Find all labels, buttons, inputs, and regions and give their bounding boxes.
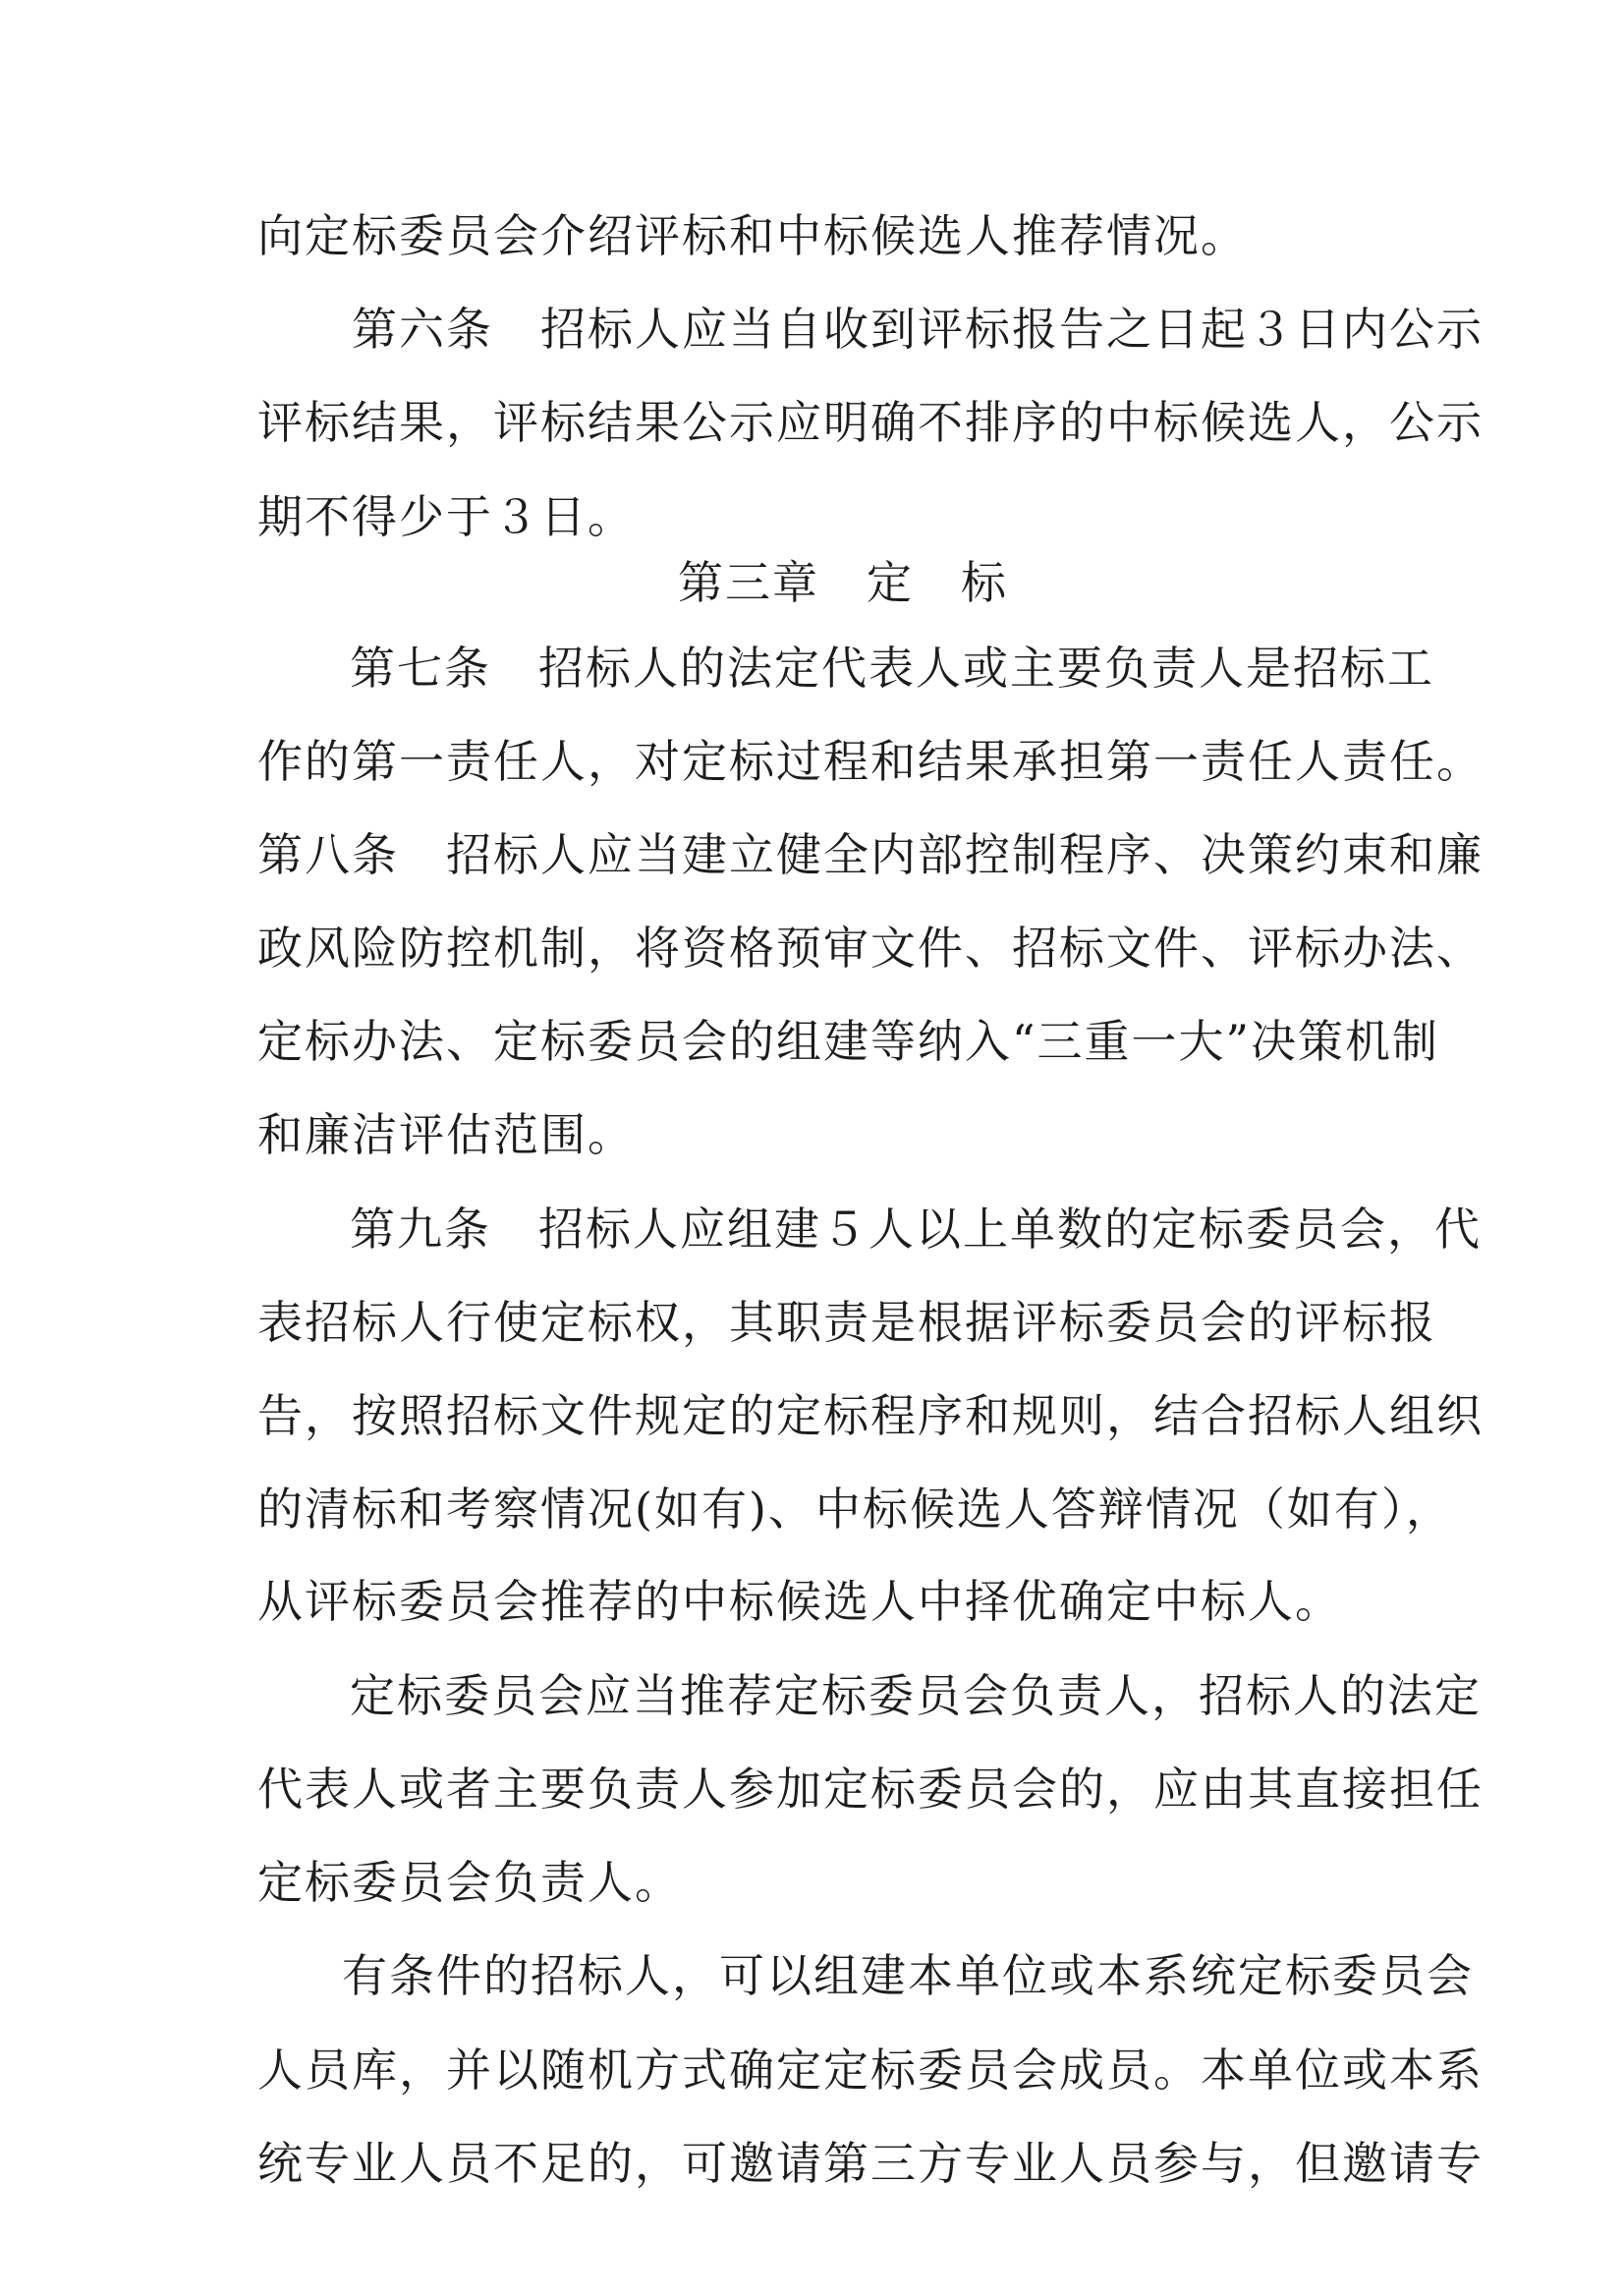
text-line: 的清标和考察情况(如有)、中标候选人答辩情况（如有），	[257, 1483, 1453, 1536]
text-line: 向定标委员会介绍评标和中标候选人推荐情况。	[257, 209, 1248, 262]
chapter-3-heading: 第三章 定 标	[678, 556, 1008, 609]
text-line: 表招标人行使定标权，其职责是根据评标委员会的评标报	[257, 1296, 1436, 1349]
text-line: 定标办法、定标委员会的组建等纳入“三重一大”决策机制	[257, 1015, 1440, 1068]
text-line: 统专业人员不足的，可邀请第三方专业人员参与，但邀请专	[257, 2137, 1484, 2190]
text-line: 告，按照招标文件规定的定标程序和规则，结合招标人组织	[257, 1389, 1484, 1442]
text-line: 代表人或者主要负责人参加定标委员会的，应由其直接担任	[257, 1763, 1484, 1816]
article-7-first-line: 第七条 招标人的法定代表人或主要负责人是招标工	[350, 642, 1434, 695]
text-line: 期不得少于３日。	[257, 490, 635, 543]
article-9-first-line: 第九条 招标人应组建５人以上单数的定标委员会，代	[350, 1203, 1482, 1256]
text-line: 政风险防控机制，将资格预审文件、招标文件、评标办法、	[257, 922, 1484, 975]
article-6-first-line: 第六条 招标人应当自收到评标报告之日起３日内公示	[352, 303, 1484, 356]
text-line: 和廉洁评估范围。	[257, 1108, 635, 1161]
text-line: 人员库，并以随机方式确定定标委员会成员。本单位或本系	[257, 2043, 1484, 2097]
text-line: 从评标委员会推荐的中标候选人中择优确定中标人。	[257, 1575, 1342, 1628]
text-line: 评标结果，评标结果公示应明确不排序的中标候选人，公示	[257, 396, 1484, 449]
paragraph-first-line: 有条件的招标人，可以组建本单位或本系统定标委员会	[342, 1949, 1474, 2002]
text-line: 作的第一责任人，对定标过程和结果承担第一责任人责任。	[257, 735, 1484, 788]
paragraph-first-line: 定标委员会应当推荐定标委员会负责人，招标人的法定	[350, 1669, 1482, 1722]
text-line: 定标委员会负责人。	[257, 1856, 682, 1909]
article-8-first-line: 第八条 招标人应当建立健全内部控制程序、决策约束和廉	[257, 828, 1484, 881]
